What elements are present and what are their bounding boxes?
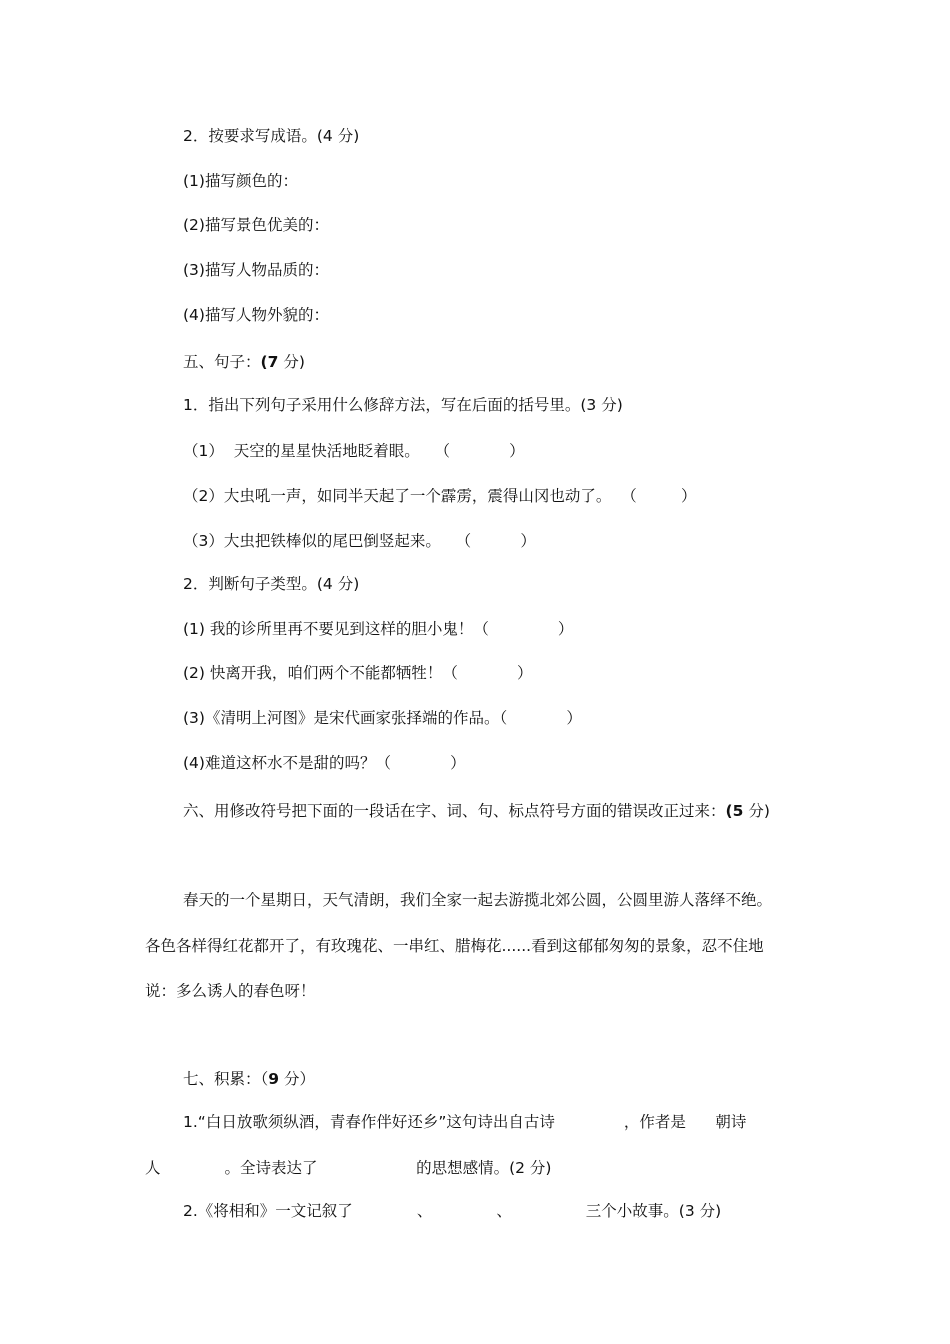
section-5-score: (7: [260, 353, 279, 371]
question-2-title: 2．按要求写成语。(4 分): [183, 127, 360, 145]
section-5-suffix: 分): [278, 353, 305, 371]
section-5-heading: [183, 352, 305, 372]
section-6-suffix: 分): [743, 802, 770, 820]
accumulation-question-2: 2.《将相和》一文记叙了 、 、 三个小故事。(3 分): [183, 1202, 722, 1220]
idiom-item: (3)描写人物品质的：: [183, 261, 329, 279]
rhetoric-item: （2）大虫吼一声，如同半天起了一个霹雳，震得山冈也动了。 （ ）: [183, 487, 697, 505]
accumulation-question-1-line-1: 1.“白日放歌须纵酒，青春作伴好还乡”这句诗出自古诗 ，作者是 朝诗: [183, 1113, 747, 1131]
section-6-prefix: 六、用修改符号把下面的一段话在字、词、句、标点符号方面的错误改正过来：: [183, 802, 726, 820]
section-7-suffix: 分）: [279, 1070, 315, 1088]
section-5-question-1: 1．指出下列句子采用什么修辞方法，写在后面的括号里。(3 分): [183, 396, 623, 414]
accumulation-question-1-line-2: 人 。全诗表达了 的思想感情。(2 分): [145, 1159, 552, 1177]
section-5-question-2: 2．判断句子类型。(4 分): [183, 575, 360, 593]
section-6-score: (5: [725, 802, 744, 820]
idiom-item: (2)描写景色优美的：: [183, 216, 329, 234]
section-5-prefix: 五、句子：: [183, 353, 261, 371]
idiom-item: (4)描写人物外貌的：: [183, 306, 329, 324]
rhetoric-item: （3）大虫把铁棒似的尾巴倒竖起来。 （ ）: [183, 532, 536, 550]
section-6-heading: [183, 801, 770, 821]
sentence-type-item: (3)《清明上河图》是宋代画家张择端的作品。（ ）: [183, 709, 582, 727]
idiom-item: (1)描写颜色的：: [183, 172, 298, 190]
section-7-prefix: 七、积累：（: [183, 1070, 269, 1088]
section-7-heading: [183, 1069, 315, 1089]
sentence-type-item: (1) 我的诊所里再不要见到这样的胆小鬼！（ ）: [183, 620, 574, 638]
passage-line: 春天的一个星期日，天气清朗，我们全家一起去游揽北郊公圆，公圆里游人落绎不绝。: [183, 891, 773, 909]
passage-line: 各色各样得红花都开了，有玫瑰花、一串红、腊梅花......看到这郁郁匆匆的景象，忍不住地: [145, 937, 764, 955]
passage-line: 说：多么诱人的春色呀！: [145, 982, 316, 1000]
sentence-type-item: (4)难道这杯水不是甜的吗？（ ）: [183, 754, 466, 772]
sentence-type-item: (2) 快离开我，咱们两个不能都牺牲！（ ）: [183, 664, 533, 682]
rhetoric-item: （1） 天空的星星快活地眨着眼。 （ ）: [183, 442, 525, 460]
section-7-score: 9: [268, 1070, 280, 1088]
